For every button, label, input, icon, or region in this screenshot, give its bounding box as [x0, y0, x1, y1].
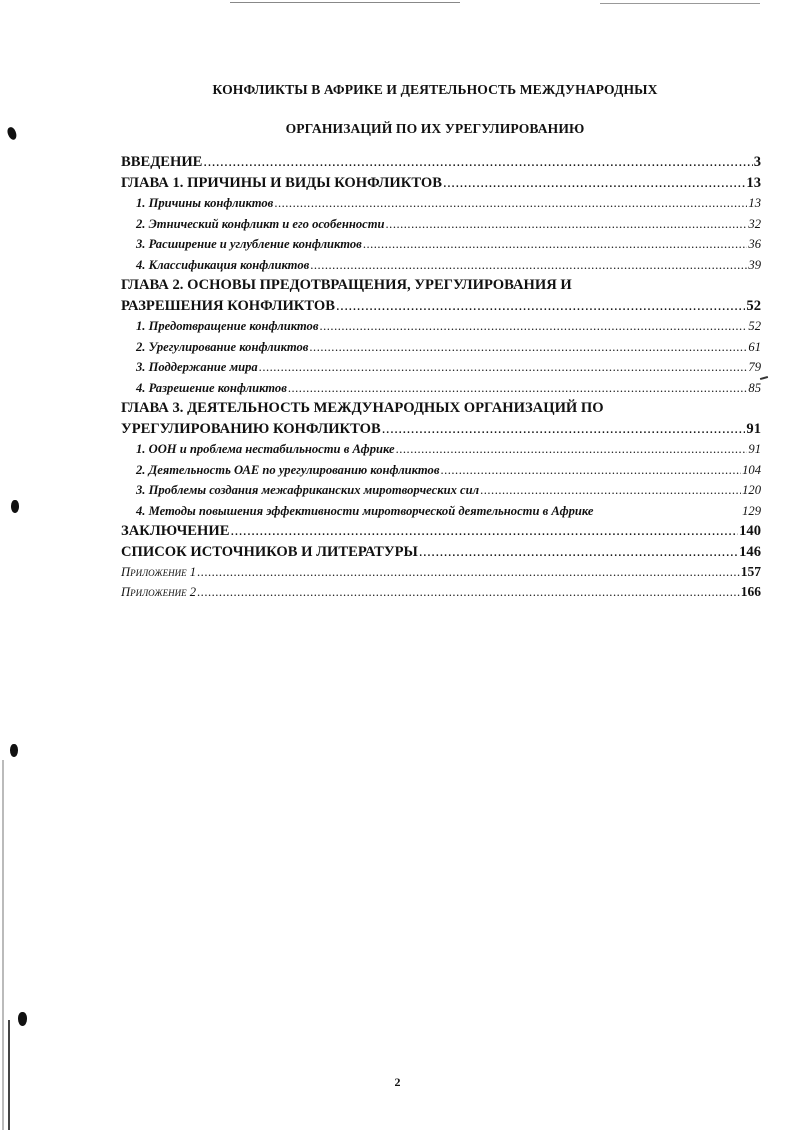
toc-entry: [121, 419, 761, 440]
toc-dot-leader: [230, 521, 738, 542]
toc-entry-title: 2. Урегулирование конфликтов: [136, 339, 309, 354]
document-title-line-1: КОНФЛИКТЫ В АФРИКЕ И ДЕЯТЕЛЬНОСТЬ МЕЖДУНАРОДНЫХ: [212, 82, 658, 97]
scan-artifact-line: [230, 2, 460, 3]
toc-entry: [121, 501, 761, 522]
table-of-contents: [121, 152, 761, 602]
toc-entry: [121, 439, 761, 460]
toc-entry-title: ГЛАВА 3. ДЕЯТЕЛЬНОСТЬ МЕЖДУНАРОДНЫХ ОРГАНИЗАЦИЙ ПО: [121, 400, 604, 416]
toc-entry: [121, 193, 761, 214]
toc-entry: [121, 275, 761, 296]
toc-entry-title: 3. Поддержание мира: [136, 360, 258, 374]
punch-hole-mark: [11, 500, 19, 513]
toc-dot-leader: [396, 439, 748, 460]
toc-dot-leader: [419, 542, 738, 563]
toc-page-number: 146: [739, 543, 761, 560]
toc-entry-title: ГЛАВА 1. ПРИЧИНЫ И ВИДЫ КОНФЛИКТОВ: [121, 174, 442, 191]
toc-entry-title: 4. Методы повышения эффективности миротворческой деятельности в Африке: [136, 503, 594, 518]
toc-entry: [121, 521, 761, 542]
toc-entry-title: ВВЕДЕНИЕ: [121, 154, 203, 170]
scan-artifact-line: [600, 3, 760, 4]
toc-entry-title: ЗАКЛЮЧЕНИЕ: [121, 523, 230, 539]
toc-dot-leader: [288, 378, 748, 399]
toc-page-number: 52: [748, 319, 761, 333]
toc-page-number: 3: [753, 154, 761, 170]
toc-entry: [121, 460, 761, 481]
toc-dot-leader: [443, 173, 745, 194]
toc-entry-title: 3. Расширение и углубление конфликтов: [136, 237, 362, 251]
toc-entry-title: 1. Причины конфликтов: [136, 196, 274, 210]
toc-entry-title: ГЛАВА 2. ОСНОВЫ ПРЕДОТВРАЩЕНИЯ, УРЕГУЛИРОВАНИЯ И: [121, 277, 572, 293]
toc-page-number: 104: [742, 462, 761, 477]
toc-page-number: 91: [746, 420, 761, 437]
toc-entry-title: Приложение 1: [121, 565, 197, 579]
toc-entry: [121, 173, 761, 194]
toc-dot-leader: [363, 234, 748, 255]
document-title-line-2: ОРГАНИЗАЦИЙ ПО ИХ УРЕГУЛИРОВАНИЮ: [285, 121, 585, 136]
toc-entry: [121, 214, 761, 235]
toc-page-number: 140: [739, 523, 761, 539]
toc-entry: [121, 357, 761, 378]
toc-page-number: 36: [748, 237, 761, 251]
toc-entry: [121, 255, 761, 276]
toc-entry-title: 3. Проблемы создания межафриканских миротворческих сил: [136, 483, 480, 497]
toc-entry: [121, 234, 761, 255]
toc-entry: [121, 542, 761, 563]
scan-artifact-tick: [760, 376, 768, 380]
toc-page-number: 120: [742, 483, 761, 497]
toc-page-number: 166: [740, 584, 761, 599]
toc-dot-leader: [382, 419, 746, 440]
toc-entry-title: РАЗРЕШЕНИЯ КОНФЛИКТОВ: [121, 297, 336, 314]
toc-dot-leader: [440, 460, 741, 481]
toc-dot-leader: [197, 562, 740, 582]
toc-dot-leader: [336, 296, 745, 317]
toc-dot-leader: [203, 152, 752, 173]
toc-page-number: 61: [748, 339, 761, 354]
toc-entry: [121, 582, 761, 602]
toc-entry: [121, 480, 761, 501]
toc-entry-title: СПИСОК ИСТОЧНИКОВ И ЛИТЕРАТУРЫ: [121, 543, 418, 560]
toc-entry: [121, 152, 761, 173]
toc-dot-leader: [386, 214, 748, 235]
toc-dot-leader: [480, 480, 741, 501]
toc-entry-title: 2. Деятельность ОАЕ по урегулированию конфликтов: [136, 462, 440, 477]
toc-dot-leader: [197, 582, 740, 602]
toc-entry: [121, 378, 761, 399]
toc-entry-title: 1. ООН и проблема нестабильности в Африке: [136, 442, 395, 456]
toc-entry-title: УРЕГУЛИРОВАНИЮ КОНФЛИКТОВ: [121, 420, 381, 437]
toc-entry: [121, 296, 761, 317]
toc-entry-title: 2. Этнический конфликт и его особенности: [136, 216, 385, 231]
toc-page-number: 39: [748, 257, 761, 272]
toc-page-number: 52: [746, 297, 761, 314]
toc-page-number: 13: [748, 196, 761, 210]
toc-page-number: 91: [748, 442, 761, 456]
toc-entry: [121, 398, 761, 419]
toc-dot-leader: [274, 193, 747, 214]
toc-entry: [121, 337, 761, 358]
toc-entry-title: 4. Разрешение конфликтов: [136, 380, 287, 395]
toc-dot-leader: [319, 316, 747, 337]
toc-entry-title: 4. Классификация конфликтов: [136, 257, 310, 272]
toc-entry-title: 1. Предотвращение конфликтов: [136, 319, 319, 333]
toc-dot-leader: [259, 357, 748, 378]
toc-entry: [121, 562, 761, 582]
toc-page-number: 157: [740, 564, 761, 579]
toc-page-number: 85: [748, 380, 761, 395]
toc-entry-title: Приложение 2: [121, 585, 197, 599]
page-number: 2: [394, 1075, 401, 1089]
toc-page-number: 79: [748, 360, 761, 374]
punch-hole-mark: [6, 126, 18, 141]
toc-page-number: 32: [748, 216, 761, 231]
toc-dot-leader: [310, 255, 747, 276]
punch-hole-mark: [10, 744, 18, 757]
toc-entry: [121, 316, 761, 337]
punch-hole-mark: [18, 1012, 27, 1026]
toc-page-number: 13: [746, 174, 761, 191]
toc-page-number: 129: [742, 503, 761, 518]
toc-dot-leader: [309, 337, 747, 358]
